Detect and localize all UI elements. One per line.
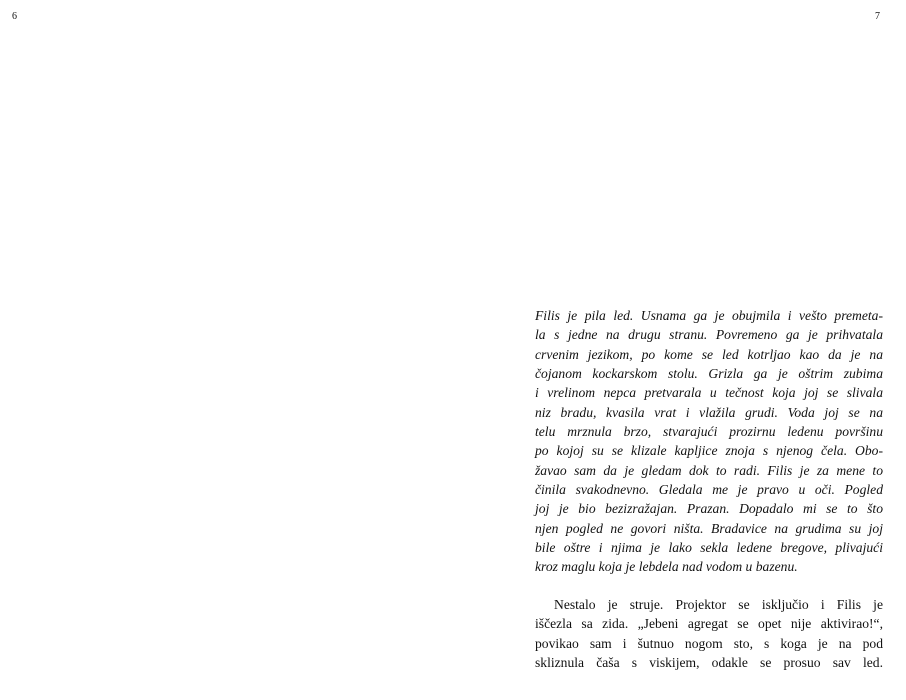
text-line: kroz maglu koja je lebdela nad vodom u bazenu. [535, 559, 798, 575]
text-line: joj je bio bezizražajan. Prazan. Dopadalo mi se to što [535, 501, 883, 517]
text-line: i vrelinom nepca pretvarala u tečnost koja joj se slivala [535, 385, 883, 401]
text-line: bile oštre i njima je lako sekla ledene bregove, plivajući [535, 540, 883, 556]
text-line: Nestalo je struje. Projektor se isključio i Filis je [554, 596, 883, 612]
text-column [535, 306, 883, 672]
italic-paragraph [535, 306, 883, 577]
page-number-left: 6 [12, 11, 17, 22]
page-number-right: 7 [875, 11, 880, 22]
text-line: crvenim jezikom, po kome se led kotrljao kao da je na [535, 346, 883, 362]
text-line: žavao sam da je gledam dok to radi. Filis je za mene to [535, 462, 883, 478]
text-line: čojanom kockarskom stolu. Grizla ga je oštrim zubima [535, 366, 883, 382]
text-line: po kojoj su se klizale kapljice znoja s njenog čela. Obo- [535, 443, 883, 459]
text-line: Filis je pila led. Usnama ga je obujmila i vešto premeta- [535, 308, 883, 323]
text-line: iščezla sa zida. „Jebeni agregat se opet nije aktivirao!“, [535, 616, 883, 632]
text-line: niz bradu, kvasila vrat i vlažila grudi. Voda joj se na [535, 404, 883, 420]
text-line: činila svakodnevno. Gledala me je pravo u oči. Pogled [535, 482, 883, 498]
text-line: povikao sam i šutnuo nogom sto, s koga je na pod [535, 635, 883, 651]
text-line: la s jedne na drugu stranu. Povremeno ga je prihvatala [535, 327, 883, 343]
regular-paragraph [535, 595, 883, 672]
text-line: njen pogled ne govori ništa. Bradavice na grudima su joj [535, 520, 883, 536]
text-line: telu mrznula brzo, stvarajući prozirnu ledenu površinu [535, 424, 883, 440]
text-line: skliznula čaša s viskijem, odakle se prosuo sav led. [535, 654, 883, 670]
